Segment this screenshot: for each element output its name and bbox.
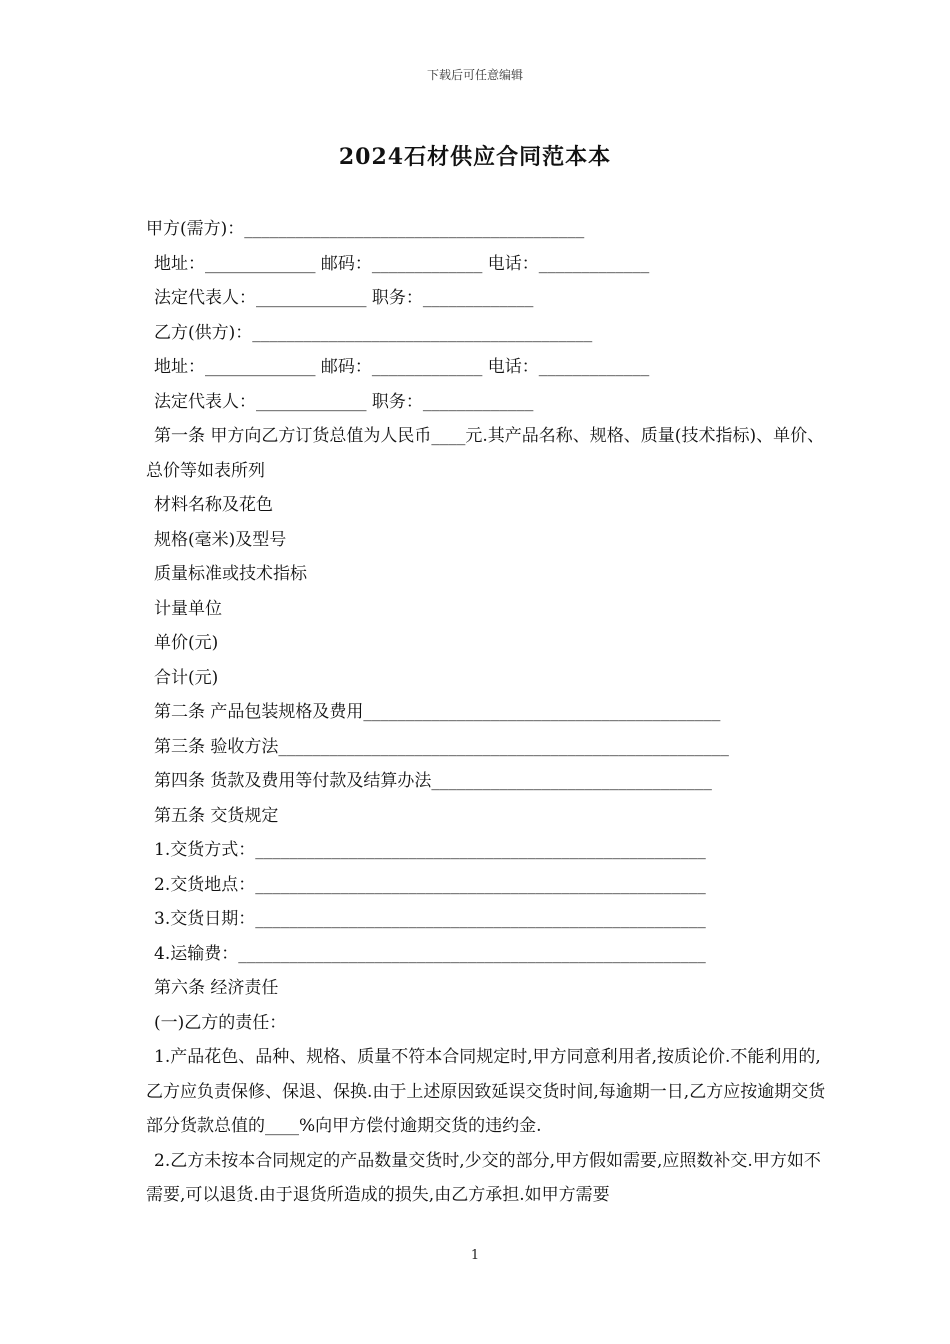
- party-b-representative-line: 法定代表人：_____________ 职务：_____________: [154, 391, 534, 412]
- article-3-line: 第三条 验收方法_____________________________________________________: [154, 736, 729, 757]
- liability-clause-2: 2.乙方未按本合同规定的产品数量交货时,少交的部分,甲方假如需要,应照数补交.甲方如不需要,可以退货.由于退货所造成的损失,由乙方承担.如甲方需要: [146, 1150, 821, 1205]
- party-a-line: 甲方(需方)：________________________________________: [146, 219, 585, 239]
- delivery-date-line: 3.交货日期：_____________________________________________________: [154, 909, 706, 929]
- delivery-method-line: 1.交货方式：_____________________________________________________: [154, 840, 706, 860]
- table-item-unit: 计量单位: [154, 598, 222, 619]
- article-4-line: 第四条 货款及费用等付款及结算办法_________________________________: [154, 771, 712, 791]
- party-a-representative-line: 法定代表人：_____________ 职务：_____________: [154, 288, 534, 308]
- party-b-liability-heading: (一)乙方的责任：: [154, 1012, 287, 1033]
- article-1-paragraph: 第一条 甲方向乙方订货总值为人民币____元.其产品名称、规格、质量(技术指标)、单价、总价等如表所列: [146, 426, 825, 481]
- article-5-heading: 第五条 交货规定: [154, 805, 279, 826]
- page-number: 1: [470, 1248, 480, 1263]
- table-item-quality: 质量标准或技术指标: [154, 564, 307, 584]
- article-2-line: 第二条 产品包装规格及费用__________________________________________: [154, 702, 721, 722]
- transport-fee-line: 4.运输费：_______________________________________________________: [154, 943, 706, 964]
- download-note: 下载后可任意编辑: [426, 68, 523, 82]
- table-item-spec: 规格(毫米)及型号: [154, 529, 287, 550]
- table-item-material: 材料名称及花色: [154, 495, 273, 515]
- party-b-contact-line: 地址：_____________ 邮码：_____________ 电话：_____________: [154, 357, 650, 377]
- delivery-place-line: 2.交货地点：_____________________________________________________: [154, 874, 706, 895]
- party-a-contact-line: 地址：_____________ 邮码：_____________ 电话：_____________: [154, 253, 650, 274]
- document-title: 2024石材供应合同范本本: [338, 144, 612, 170]
- contract-body: [146, 212, 826, 1213]
- table-item-price: 单价(元): [154, 633, 219, 653]
- table-item-total: 合计(元): [154, 667, 219, 688]
- party-b-line: 乙方(供方)：________________________________________: [154, 322, 593, 343]
- liability-clause-1: 1.产品花色、品种、规格、质量不符本合同规定时,甲方同意利用者,按质论价.不能利用的,乙方应负责保修、保退、保换.由于上述原因致延误交货时间,每逾期一日,乙方应按逾期交货部分货款总值的____%向甲方偿付逾期交货的违约金.: [146, 1047, 826, 1136]
- article-6-heading: 第六条 经济责任: [154, 978, 279, 998]
